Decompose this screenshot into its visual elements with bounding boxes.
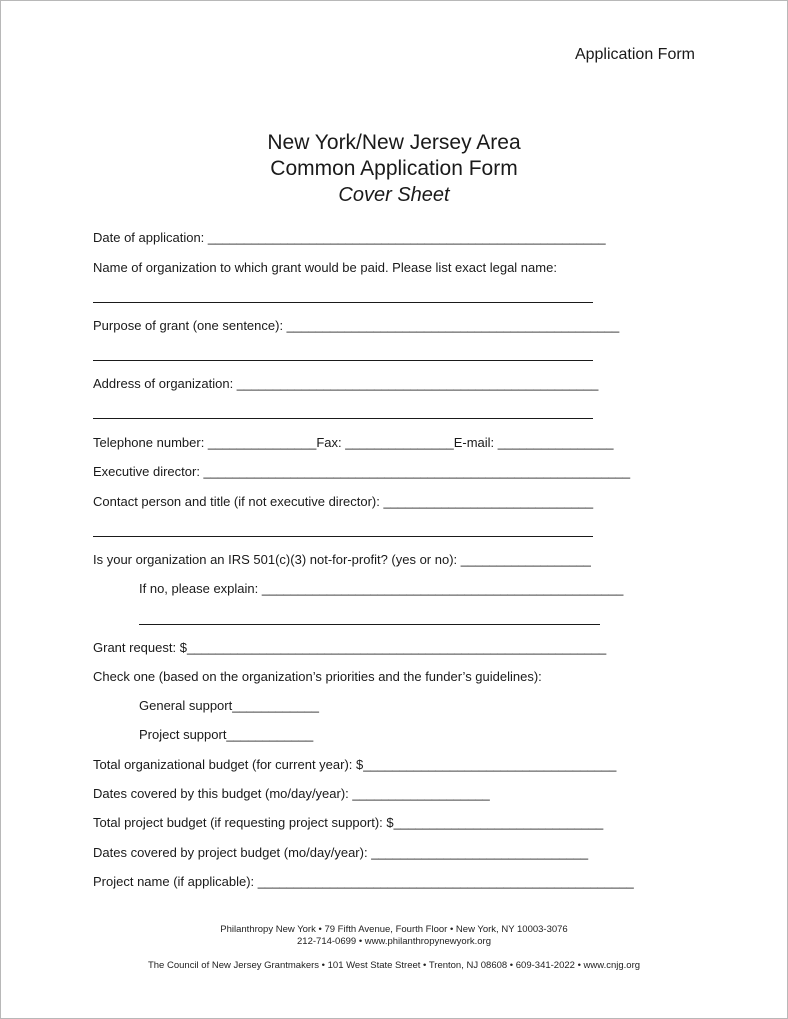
purpose-field[interactable]: Purpose of grant (one sentence): ______________________________________________ (93, 318, 620, 333)
title-line-1: New York/New Jersey Area (267, 131, 521, 154)
total-project-budget-field[interactable]: Total project budget (if requesting project support): $_____________________________ (93, 815, 604, 830)
explain-blank-line-2[interactable] (139, 624, 600, 625)
executive-director-field[interactable]: Executive director: ___________________________________________________________ (93, 464, 631, 479)
general-support-option[interactable]: General support____________ (139, 698, 319, 713)
address-field[interactable]: Address of organization: __________________________________________________ (93, 376, 599, 391)
address-blank-line-2[interactable] (93, 418, 593, 419)
organization-name-blank[interactable] (93, 302, 593, 303)
telephone-fax-email-field[interactable]: Telephone number: _______________Fax: _______________E-mail: ________________ (93, 435, 614, 450)
purpose-blank-line-2[interactable] (93, 360, 593, 361)
footer-cnjg: The Council of New Jersey Grantmakers • 101 West State Street • Trenton, NJ 08608 • 609-341-2022 • www.cnjg.org (147, 960, 641, 971)
dates-budget-field[interactable]: Dates covered by this budget (mo/day/year): ___________________ (93, 786, 490, 801)
grant-request-field[interactable]: Grant request: $__________________________________________________________ (93, 640, 607, 655)
project-name-field[interactable]: Project name (if applicable): ____________________________________________________ (93, 874, 634, 889)
organization-name-label: Name of organization to which grant would be paid. Please list exact legal name: (93, 260, 557, 275)
total-org-budget-field[interactable]: Total organizational budget (for current year): $___________________________________ (93, 757, 617, 772)
if-no-explain-field[interactable]: If no, please explain: __________________________________________________ (139, 581, 624, 596)
date-of-application-field[interactable]: Date of application: _______________________________________________________ (93, 230, 606, 245)
project-support-option[interactable]: Project support____________ (139, 727, 314, 742)
footer-philanthropy-ny-contact: 212-714-0699 • www.philanthropynewyork.org (297, 936, 491, 947)
title-cover-sheet: Cover Sheet (338, 184, 450, 206)
title-line-2: Common Application Form (270, 157, 518, 180)
check-one-label: Check one (based on the organization’s priorities and the funder’s guidelines): (93, 669, 542, 684)
contact-person-blank-line-2[interactable] (93, 536, 593, 537)
header-label: Application Form (574, 46, 695, 63)
irs-status-field[interactable]: Is your organization an IRS 501(c)(3) not-for-profit? (yes or no): __________________ (93, 552, 591, 567)
contact-person-field[interactable]: Contact person and title (if not executive director): _____________________________ (93, 494, 594, 509)
footer-philanthropy-ny-address: Philanthropy New York • 79 Fifth Avenue, Fourth Floor • New York, NY 10003-3076 (220, 924, 568, 935)
dates-project-budget-field[interactable]: Dates covered by project budget (mo/day/year): ______________________________ (93, 845, 589, 860)
